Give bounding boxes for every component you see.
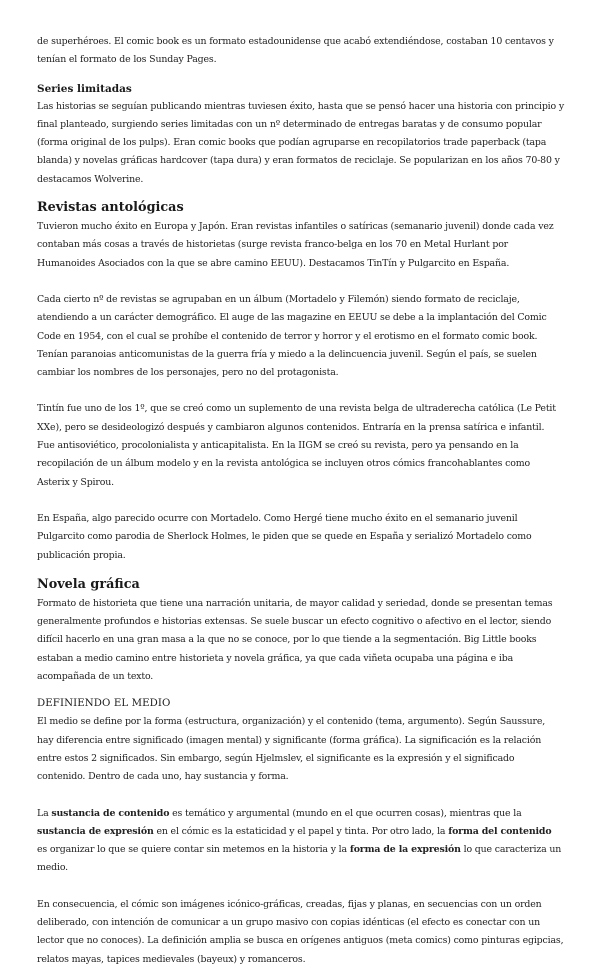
term-sustancia-contenido: sustancia de contenido [51, 807, 170, 819]
text-run: en el cómic es la estaticidad y el papel y tinta. Por otro lado, la [153, 825, 449, 837]
text-run: es organizar lo que se quiere contar sin metemos en la historia y la [37, 844, 350, 856]
text-run: es temático y argumental (mundo en el que ocurren cosas), mientras que la [169, 807, 522, 819]
revistas-paragraph-2: Cada cierto nº de revistas se agrupaban en un álbum (Mortadelo y Filemón) siendo formato de reciclaje, atendiendo a un carácter demográfico. El auge de las magazine en EEUU se debe a la implantación del Comic Code en 1954, con el cual se prohíbe el contenido de terror y horror y el erotismo en el formato comic book. Tenían paranoias anticomunistas de la guerra fría y miedo a la delincuencia juvenil. Según el país, se suelen cambiar los nombres de los personajes, pero no del protagonista. [37, 293, 547, 379]
heading-series-limitadas: Series limitadas [37, 82, 132, 95]
term-forma-expresion: forma de la expresión [349, 844, 461, 856]
definiendo-paragraph-1: El medio se define por la forma (estructura, organización) y el contenido (tema, argumento). Según Saussure, hay diferencia entre significado (imagen mental) y significante (forma gráfica). La significación es la relación entre estos 2 significados. Sin embargo, según Hjelmslev, el significante es la expresión y el significado contenido. Dentro de cada uno, hay sustancia y forma. [37, 716, 546, 783]
definiendo-paragraph-2 [37, 805, 564, 878]
revistas-paragraph-3: Tintín fue uno de los 1º, que se creó como un suplemento de una revista belga de ultraderecha católica (Le Petit XXe), pero se desideologizó después y cambiaron algunos contenidos. Entraría en la prensa satírica e infantil. Fue antisoviético, procolonialista y anticapitalista. En la IIGM se creó su revista, pero ya pensando en la recopilación de un álbum modelo y en la revista antológica se incluyen otros cómics francohablantes como Asterix y Spirou. [37, 403, 556, 488]
text-run: La [37, 807, 52, 819]
revistas-paragraph-4: En España, algo parecido ocurre con Mortadelo. Como Hergé tiene mucho éxito en el semanario juvenil Pulgarcito como parodia de Sherlock Holmes, le piden que se quede en España y serializó Mortadelo como publicación propia. [37, 512, 532, 561]
definiendo-paragraph-3: En consecuencia, el cómic son imágenes icónico-gráficas, creadas, fijas y planas, en secuencias con un orden deliberado, con intención de comunicar a un grupo masivo con copias idénticas (el efecto es conectar con un lector que no conoces). La definición amplia se busca en orígenes antiguos (meta comics) como pinturas egipcias, relatos mayas, tapices medievales (bayeux) y romanceros. [37, 898, 564, 965]
text-run: lo que caracteriza un medio. [37, 844, 562, 874]
heading-revistas-antologicas: Revistas antológicas [37, 200, 184, 216]
novela-paragraph: Formato de historieta que tiene una narración unitaria, de mayor calidad y seriedad, donde se presentan temas generalmente profundos e historias extensas. Se suele buscar un efecto cognitivo o afectivo en el lector, siendo difícil hacerlo en una gran masa a la que no se conoce, por lo que tiende a la segmentación. Big Little books estaban a medio camino entre historieta y novela gráfica, ya que cada viñeta ocupaba una página e iba acompañada de un texto. [37, 597, 553, 683]
intro-paragraph: de superhéroes. El comic book es un formato estadounidense que acabó extendiéndose, costaban 10 centavos y tenían el formato de los Sunday Pages. [37, 36, 554, 66]
heading-novela-grafica: Novela gráfica [37, 576, 140, 592]
term-forma-contenido: forma del contenido [448, 825, 552, 837]
heading-definiendo-el-medio: DEFINIENDO EL MEDIO [37, 698, 171, 710]
revistas-paragraph-1: Tuvieron mucho éxito en Europa y Japón. Eran revistas infantiles o satíricas (semanario juvenil) donde cada vez contaban más cosas a través de historietas (surge revista franco-belga en los 70 en Metal Hurlant por Humanoides Asociados con la que se abre camino EEUU). Destacamos TinTín y Pulgarcito en España. [37, 221, 554, 269]
term-sustancia-expresion: sustancia de expresión [37, 825, 154, 837]
series-paragraph: Las historias se seguían publicando mientras tuviesen éxito, hasta que se pensó hacer una historia con principio y final planteado, surgiendo series limitadas con un nº determinado de entregas baratas y de consumo popular (forma original de los pulps). Eran comic books que podían agruparse en recopilatorios trade paperback (tapa blanda) y novelas gráficas hardcover (tapa dura) y eran formatos de reciclaje. Se popularizan en los años 70-80 y destacamos Wolverine. [37, 100, 564, 185]
